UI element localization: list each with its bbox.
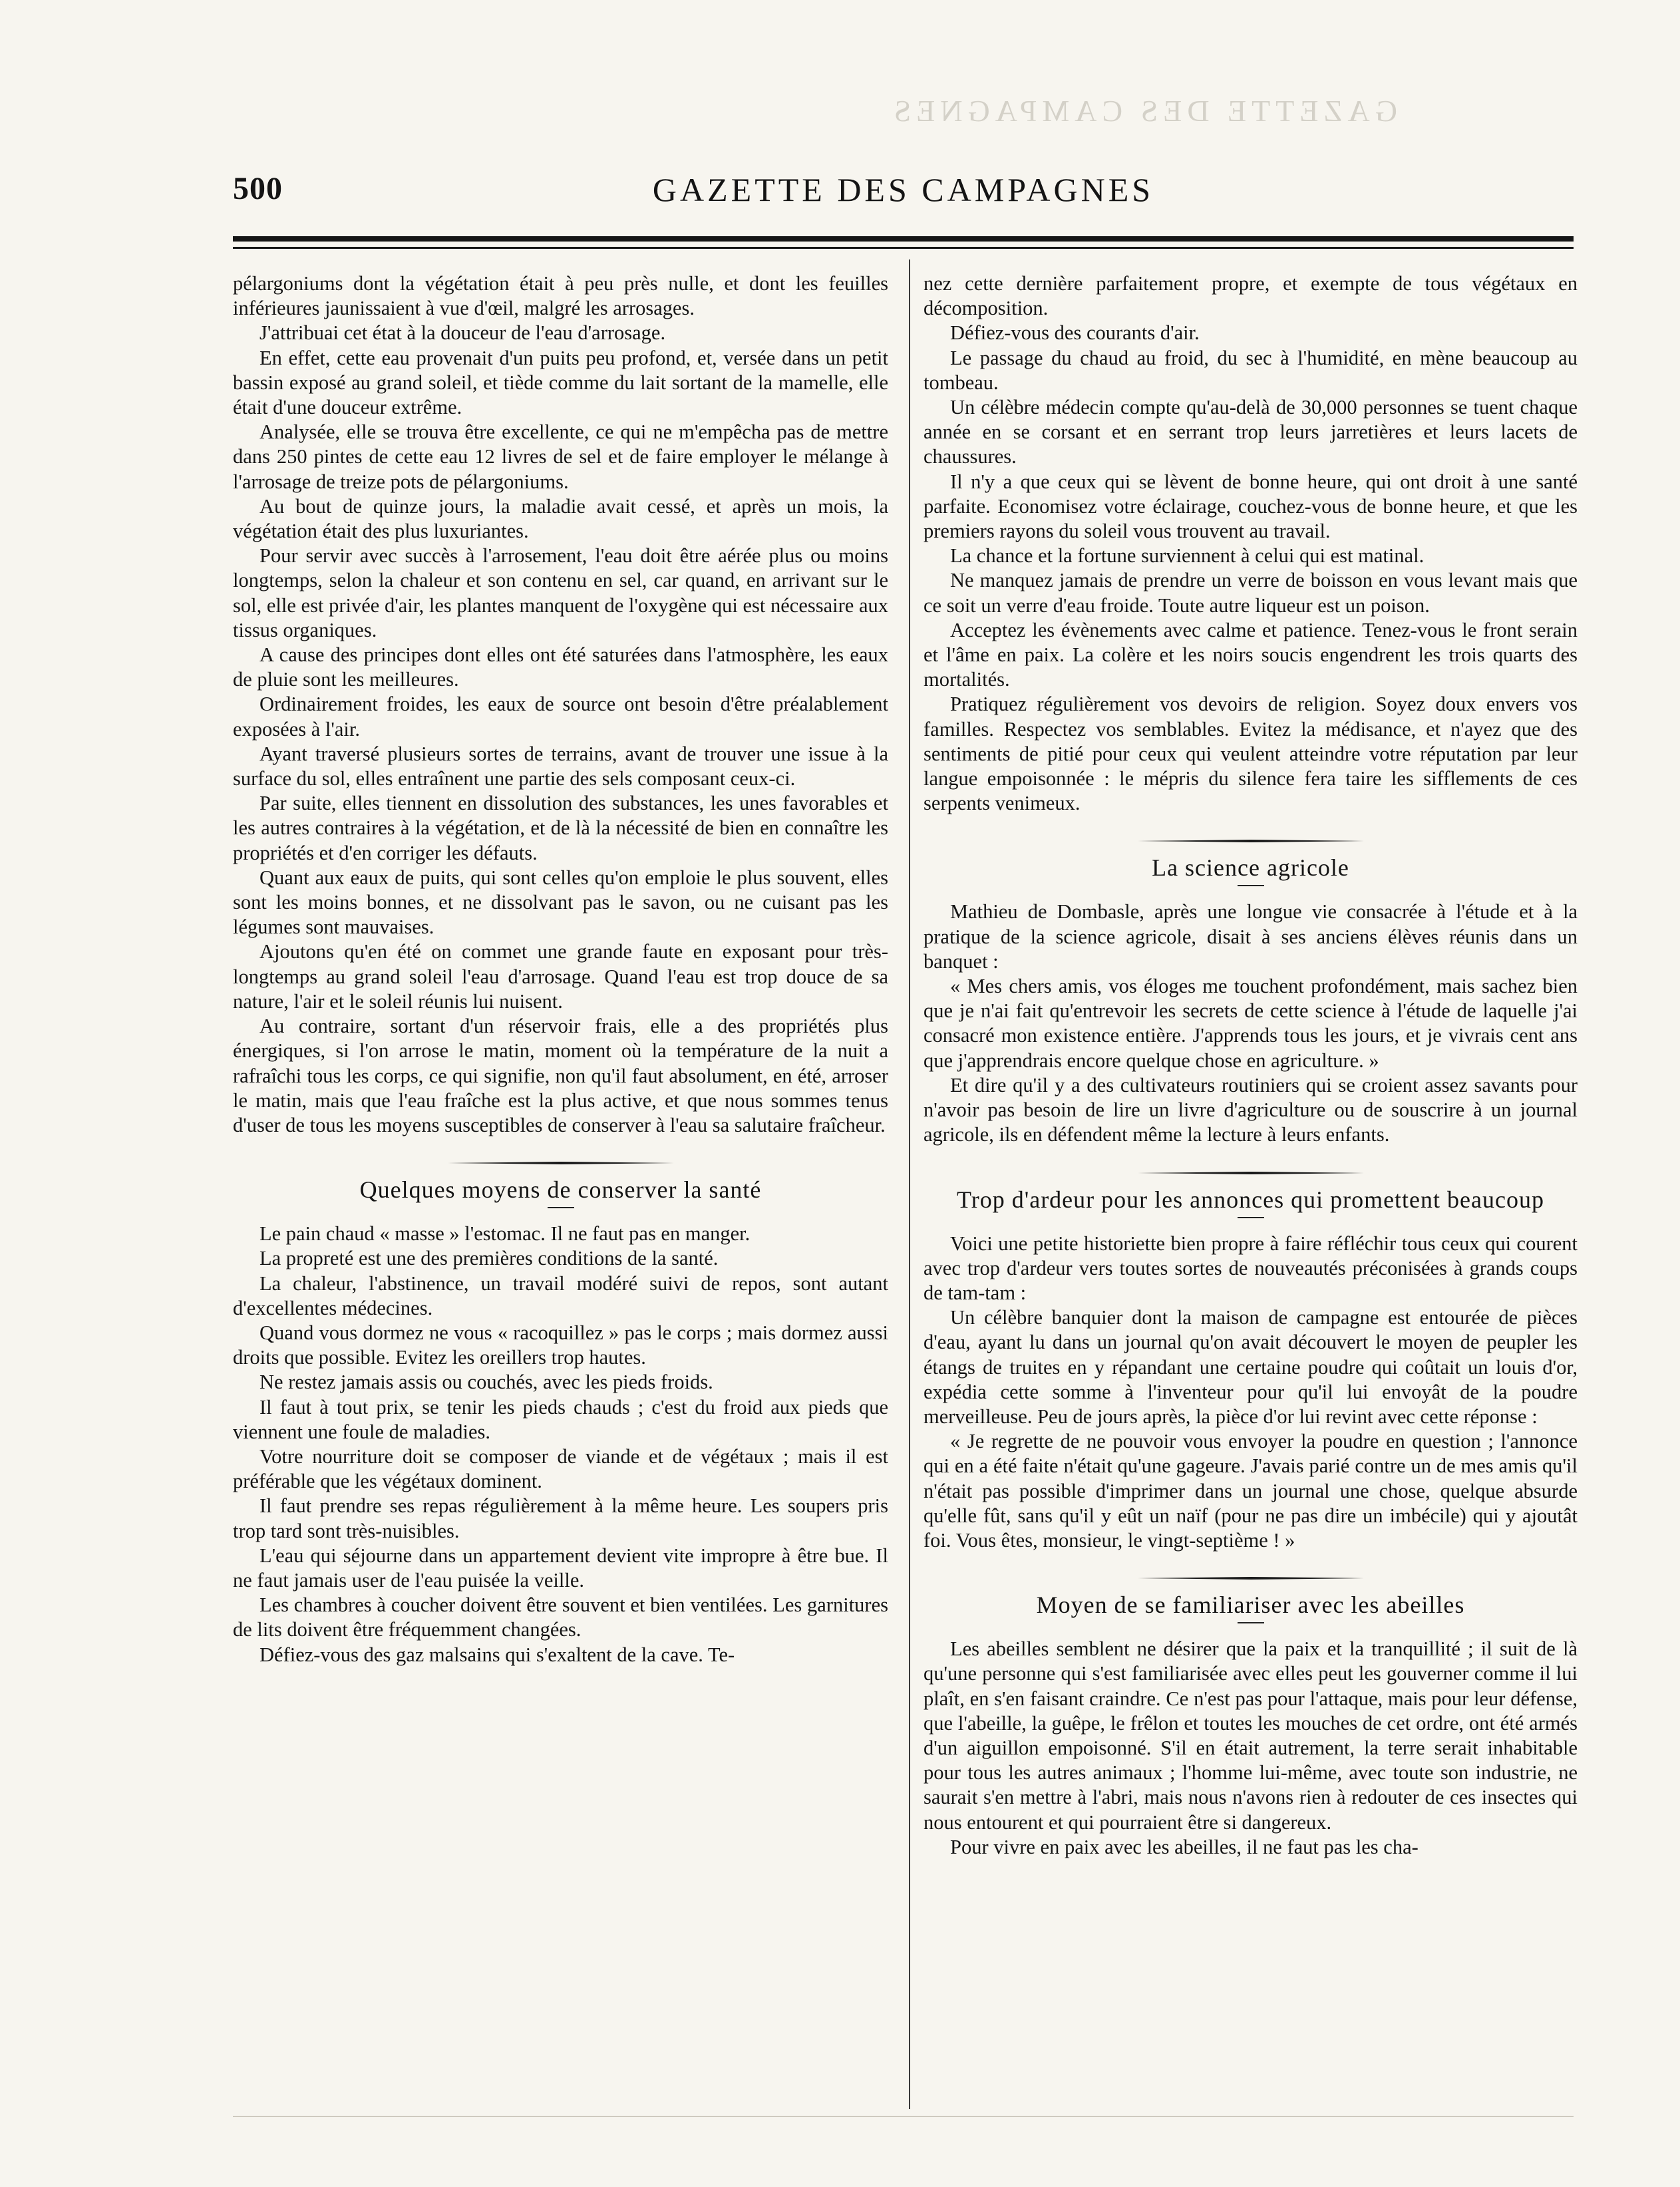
paragraph: Défiez-vous des gaz malsains qui s'exaltent de la cave. Te- [259, 1643, 735, 1666]
paragraph: Ayant traversé plusieurs sortes de terrains, avant de trouver une issue à la surface du sol, elles entraînent une partie des sels composant ceux-ci. [233, 742, 888, 790]
section-title-science: La science agricole [1152, 854, 1349, 882]
paragraph: Quant aux eaux de puits, qui sont celles qu'on emploie le plus souvent, elles sont les moins bonnes, et ne dissolvant pas le savon, ou ne cuisant pas les légumes sont mauvaises. [233, 866, 888, 939]
paragraph: nez cette dernière parfaitement propre, et exempte de tous végétaux en décomposition. [924, 272, 1578, 320]
paragraph: Et dire qu'il y a des cultivateurs routiniers qui se croient assez savants pour n'avoir pas besoin de lire un livre d'agriculture ou de souscrire à un journal agricole, ils en défendent même la lecture à leurs enfants. [924, 1073, 1578, 1146]
paragraph: Les chambres à coucher doivent être souvent et bien ventilées. Les garnitures de lits doivent être fréquemment changées. [233, 1594, 888, 1641]
section-separator [1138, 1172, 1364, 1174]
page-number: 500 [233, 171, 283, 206]
column-divider [909, 259, 910, 2109]
paragraph: Ne restez jamais assis ou couchés, avec les pieds froids. [259, 1371, 713, 1394]
paragraph: pélargoniums dont la végétation était à peu près nulle, et dont les feuilles inférieures jaunissaient à vue d'œil, malgré les arrosages. [233, 272, 888, 320]
paragraph: Pratiquez régulièrement vos devoirs de religion. Soyez doux envers vos familles. Respectez vos semblables. Evitez la médisance, et n'ayez que des sentiments de pitié pour ceux qui veulent atteindre votre réputation par leur langue empoisonnée : le mépris du silence fera taire les sifflements de ces serpents venimeux. [924, 693, 1578, 815]
title-dash [548, 1207, 574, 1208]
bleed-through-text: GAZETTE DES CAMPAGNES [888, 94, 1397, 128]
paragraph: Défiez-vous des courants d'air. [950, 321, 1200, 345]
paragraph: Ordinairement froides, les eaux de source ont besoin d'être préalablement exposées à l'air. [233, 693, 888, 741]
paragraph: La chance et la fortune surviennent à celui qui est matinal. [950, 544, 1425, 568]
paragraph: En effet, cette eau provenait d'un puits peu profond, et, versée dans un petit bassin exposé au grand soleil, et tiède comme du lait sortant de la mamelle, elle était d'une douceur extrême. [233, 346, 888, 419]
paragraph: Les abeilles semblent ne désirer que la paix et la tranquillité ; il suit de là qu'une personne qui s'est familiarisée avec elles peut les gouverner comme il lui plaît, en s'en faisant craindre. Ce n'est pas pour l'attaque, mais pour leur défense, que l'abeille, la guêpe, le frêlon et toutes les mouches de cet ordre, ont été armés d'un aiguillon empoisonné. S'il en était autrement, la terre serait inhabitable pour tous les autres animaux ; l'homme lui-même, avec toute son industrie, ne saurait s'en mettre à l'abri, mais nous n'avons rien à redouter de ces insectes qui nous entourent et qui pourraient être si dangereux. [924, 1637, 1578, 1834]
paragraph: Quand vous dormez ne vous « racoquillez » pas le corps ; mais dormez aussi droits que possible. Evitez les oreillers trop hautes. [233, 1321, 888, 1369]
paragraph: Pour vivre en paix avec les abeilles, il ne faut pas les cha- [950, 1835, 1419, 1858]
paragraph: Mathieu de Dombasle, après une longue vie consacrée à l'étude et à la pratique de la science agricole, disait à ses anciens élèves réunis dans un banquet : [924, 900, 1578, 973]
section-title-health: Quelques moyens de conserver la santé [359, 1176, 762, 1204]
paragraph: Analysée, elle se trouva être excellente, ce qui ne m'empêcha pas de mettre dans 250 pintes de cette eau 12 livres de sel et de faire employer le mélange à l'arrosage de treize pots de pélargoniums. [233, 421, 888, 493]
paragraph: La chaleur, l'abstinence, un travail modéré suivi de repos, sont autant d'excellentes médecines. [233, 1271, 888, 1319]
paragraph: Ne manquez jamais de prendre un verre de boisson en vous levant mais que ce soit un verre d'eau froide. Toute autre liqueur est un poison. [924, 569, 1578, 617]
section-separator [448, 1162, 674, 1164]
masthead-title: GAZETTE DES CAMPAGNES [652, 171, 1154, 208]
paragraph: Acceptez les évènements avec calme et patience. Tenez-vous le front serain et l'âme en paix. La colère et les noirs soucis engendrent les trois quarts des mortalités. [924, 618, 1578, 691]
section-title-bees: Moyen de se familiariser avec les abeilles [1036, 1592, 1465, 1619]
header-rule-thick [233, 236, 1574, 242]
footer-rule [233, 2116, 1574, 2117]
header-rule-thin [233, 247, 1574, 249]
paragraph: Il n'y a que ceux qui se lèvent de bonne heure, qui ont droit à une santé parfaite. Economisez votre éclairage, couchez-vous de bonne heure, et que les premiers rayons du soleil vous trouvent au travail. [924, 470, 1578, 543]
paragraph: Au bout de quinze jours, la maladie avait cessé, et après un mois, la végétation était des plus luxuriantes. [233, 494, 888, 543]
paragraph: Le pain chaud « masse » l'estomac. Il ne faut pas en manger. [259, 1222, 751, 1246]
paragraph: Par suite, elles tiennent en dissolution des substances, les unes favorables et les autres contraires à la végétation, et de là la nécessité de bien en connaître les propriétés et d'en corriger les défauts. [233, 792, 888, 864]
page-header [233, 170, 1574, 224]
title-dash [1238, 885, 1264, 886]
section-title-ardor: Trop d'ardeur pour les annonces qui promettent beaucoup [957, 1186, 1544, 1213]
paragraph: Votre nourriture doit se composer de viande et de végétaux ; mais il est préférable que les végétaux dominent. [233, 1444, 888, 1493]
paragraph: Il faut à tout prix, se tenir les pieds chauds ; c'est du froid aux pieds que viennent une foule de maladies. [233, 1395, 888, 1443]
paragraph: « Mes chers amis, vos éloges me touchent profondément, mais sachez bien que je n'ai fait qu'entrevoir les secrets de cette science à l'étude de laquelle j'ai consacré mon existence entière. J'apprends tous les jours, et je vivrais cent ans que j'apprendrais encore quelque chose en agriculture. » [924, 975, 1578, 1072]
title-dash [1238, 1622, 1264, 1623]
paragraph: J'attribuai cet état à la douceur de l'eau d'arrosage. [259, 321, 666, 345]
paragraph: Le passage du chaud au froid, du sec à l'humidité, en mène beaucoup au tombeau. [924, 346, 1578, 394]
paragraph: « Je regrette de ne pouvoir vous envoyer la poudre en question ; l'annonce qui en a été faite n'était qu'une gageure. J'avais parié contre un de mes amis qu'il n'était pas possible d'imprimer dans un journal une chose, quelque absurde qu'elle fût, sans qu'il y eût un naïf (pour ne pas dire un imbécile) qui y ajoutât foi. Vous êtes, monsieur, le vingt-septième ! » [924, 1430, 1578, 1552]
paragraph: Ajoutons qu'en été on commet une grande faute en exposant pour très-longtemps au grand soleil l'eau d'arrosage. Quand l'eau est trop douce de sa nature, l'air et le soleil réunis lui nuisent. [233, 940, 888, 1013]
right-column [924, 271, 1578, 2114]
paragraph: Un célèbre banquier dont la maison de campagne est entourée de pièces d'eau, ayant lu dans un journal qu'on avait découvert le moyen de peupler les étangs de truites en y répandant une certaine poudre qui coûtait un louis d'or, expédia cette somme à l'inventeur pour qu'il lui envoyât de la poudre merveilleuse. Peu de jours après, la pièce d'or lui revint avec cette réponse : [924, 1306, 1578, 1428]
paragraph: Un célèbre médecin compte qu'au-delà de 30,000 personnes se tuent chaque année en se corsant et en serrant trop leurs jarretières et leurs lacets de chaussures. [924, 396, 1578, 468]
section-separator [1138, 1577, 1364, 1580]
section-separator [1138, 840, 1364, 842]
paragraph: Au contraire, sortant d'un réservoir frais, elle a des propriétés plus énergiques, si l'on arrose le matin, moment où la température de la nuit a rafraîchi tous les corps, ce qui signifie, non qu'il faut absolument, en été, arroser le matin, mais que l'eau fraîche est la plus active, et que nous sommes tenus d'user de tous les moyens susceptibles de conserver à l'eau sa salutaire fraîcheur. [233, 1015, 888, 1136]
left-column [233, 271, 888, 2114]
paragraph: Il faut prendre ses repas régulièrement à la même heure. Les soupers pris trop tard sont très-nuisibles. [233, 1494, 888, 1542]
title-dash [1238, 1217, 1264, 1218]
paragraph: A cause des principes dont elles ont été saturées dans l'atmosphère, les eaux de pluie sont les meilleures. [233, 643, 888, 691]
paragraph: Pour servir avec succès à l'arrosement, l'eau doit être aérée plus ou moins longtemps, selon la chaleur et son contenu en sel, car quand, en arrivant sur le sol, elle est privée d'air, les plantes manquent de l'oxygène qui est nécessaire aux tissus organiques. [233, 544, 888, 641]
paragraph: L'eau qui séjourne dans un appartement devient vite impropre à être bue. Il ne faut jamais user de l'eau puisée la veille. [233, 1544, 888, 1592]
paragraph: Voici une petite historiette bien propre à faire réfléchir tous ceux qui courent avec trop d'ardeur vers toutes sortes de nouveautés préconisées à grands coups de tam-tam : [924, 1232, 1578, 1304]
paragraph: La propreté est une des premières conditions de la santé. [259, 1247, 719, 1270]
